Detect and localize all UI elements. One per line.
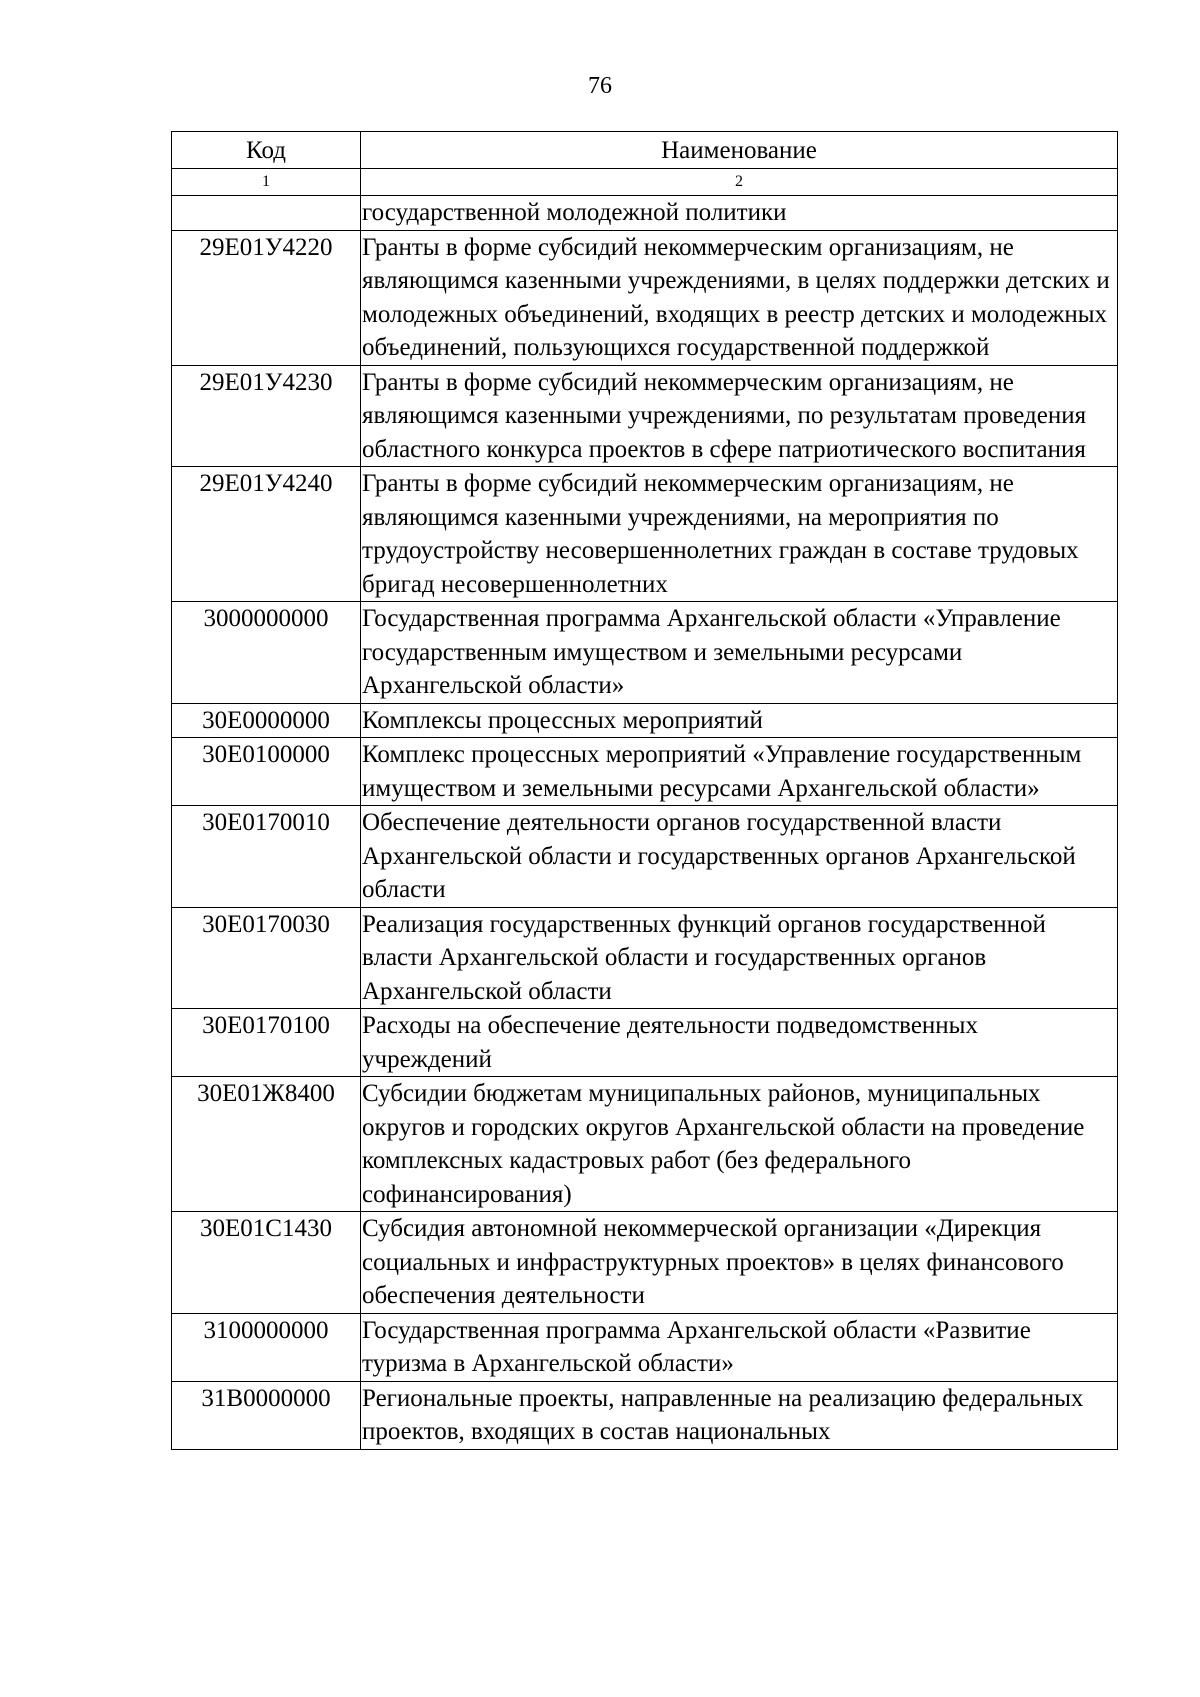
row-code: 29Е01У4240: [172, 467, 361, 602]
row-name: Расходы на обеспечение деятельности подведомственных учреждений: [361, 1009, 1118, 1077]
table-row: [172, 703, 1118, 738]
row-name: Субсидия автономной некоммерческой организации «Дирекция социальных и инфраструктурных проектов» в целях финансового обеспечения деятельности: [361, 1212, 1118, 1314]
table-row: [172, 196, 1118, 231]
row-name: Обеспечение деятельности органов государственной власти Архангельской области и государственных органов Архангельской области: [361, 806, 1118, 908]
table-row: [172, 230, 1118, 365]
classification-table: [171, 131, 1118, 1450]
row-code: 30Е0170010: [172, 806, 361, 908]
row-code: 30Е0170030: [172, 907, 361, 1009]
row-name: Комплексы процессных мероприятий: [361, 703, 1118, 738]
row-name: Гранты в форме субсидий некоммерческим организациям, не являющимся казенными учреждениями, по результатам проведения областного конкурса проектов в сфере патриотического воспитания: [361, 365, 1118, 467]
table-row: [172, 1212, 1118, 1314]
row-code: [172, 196, 361, 231]
header-code: Код: [172, 132, 361, 169]
row-code: 29Е01У4230: [172, 365, 361, 467]
row-name: Гранты в форме субсидий некоммерческим организациям, не являющимся казенными учреждениями, на мероприятия по трудоустройству несовершеннолетних граждан в составе трудовых бригад несовершеннолетних: [361, 467, 1118, 602]
row-name: Государственная программа Архангельской области «Развитие туризма в Архангельской области»: [361, 1313, 1118, 1381]
table-row: [172, 806, 1118, 908]
table-row: [172, 467, 1118, 602]
header-name: Наименование: [361, 132, 1118, 169]
table-header-row: [172, 132, 1118, 169]
row-name: Региональные проекты, направленные на реализацию федеральных проектов, входящих в состав национальных: [361, 1381, 1118, 1449]
column-number-row: [172, 169, 1118, 196]
column-number-code: 1: [172, 169, 361, 196]
row-name: Государственная программа Архангельской области «Управление государственным имуществом и земельными ресурсами Архангельской области»: [361, 602, 1118, 704]
table-row: [172, 1077, 1118, 1212]
row-code: 30Е0170100: [172, 1009, 361, 1077]
row-code: 30Е01Ж8400: [172, 1077, 361, 1212]
row-name: государственной молодежной политики: [361, 196, 1118, 231]
row-name: Субсидии бюджетам муниципальных районов, муниципальных округов и городских округов Архангельской области на проведение комплексных кадастровых работ (без федерального софинансирования): [361, 1077, 1118, 1212]
table-row: [172, 1009, 1118, 1077]
row-code: 3000000000: [172, 602, 361, 704]
row-code: 30Е0000000: [172, 703, 361, 738]
row-name: Комплекс процессных мероприятий «Управление государственным имуществом и земельными ресурсами Архангельской области»: [361, 738, 1118, 806]
table-row: [172, 365, 1118, 467]
column-number-name: 2: [361, 169, 1118, 196]
row-code: 30Е0100000: [172, 738, 361, 806]
table-row: [172, 1381, 1118, 1449]
row-code: 29Е01У4220: [172, 230, 361, 365]
row-name: Гранты в форме субсидий некоммерческим организациям, не являющимся казенными учреждениями, в целях поддержки детских и молодежных объединений, входящих в реестр детских и молодежных объединений, пользующихся государственной поддержкой: [361, 230, 1118, 365]
table-row: [172, 1313, 1118, 1381]
row-code: 30Е01С1430: [172, 1212, 361, 1314]
row-code: 3100000000: [172, 1313, 361, 1381]
row-name: Реализация государственных функций органов государственной власти Архангельской области и государственных органов Архангельской области: [361, 907, 1118, 1009]
table-row: [172, 738, 1118, 806]
table-row: [172, 907, 1118, 1009]
page-number: 76: [588, 73, 612, 99]
row-code: 31В0000000: [172, 1381, 361, 1449]
table-row: [172, 602, 1118, 704]
